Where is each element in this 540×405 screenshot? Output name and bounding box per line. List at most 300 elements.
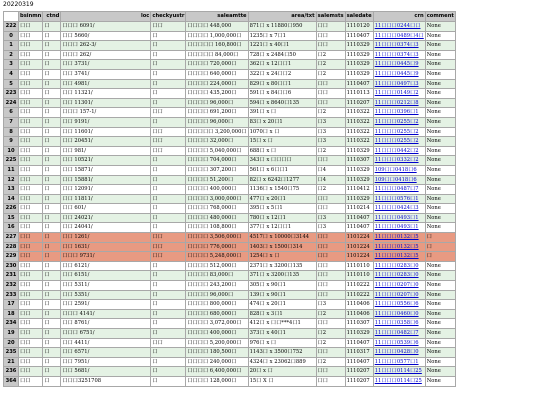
cell-salemsts: 口4: [316, 165, 345, 175]
cell-area: 688口 x 口: [248, 146, 316, 156]
cell-bsinmn: 口口: [19, 22, 43, 32]
cell-ctnd: 口: [43, 309, 61, 319]
cell-area: 362口 x 12口口1: [248, 60, 316, 70]
cell-crn[interactable]: 11口口口0442口2: [373, 146, 425, 156]
cell-ctnd: 口: [43, 252, 61, 262]
cell-loc: 口口 24041/: [61, 223, 151, 233]
cell-checkyustr: 口: [151, 329, 186, 339]
cell-crn[interactable]: 109口口0418口6: [373, 175, 425, 185]
cell-checkyustr: 口: [151, 41, 186, 51]
table-row[interactable]: [4, 137, 456, 147]
row-index: 223: [4, 89, 19, 99]
table-row[interactable]: [4, 281, 456, 291]
cell-saledate: 1110329: [345, 69, 373, 79]
cell-bsinmn: 口口: [19, 319, 43, 329]
cell-ctnd: 口: [43, 319, 61, 329]
cell-saleamtte: 口口口口 768,000口: [186, 204, 248, 214]
table-row[interactable]: [4, 79, 456, 89]
cell-bsinmn: 口口: [19, 290, 43, 300]
cell-ctnd: 口: [43, 329, 61, 339]
cell-area: 1254口 x 口: [248, 252, 316, 262]
cell-crn[interactable]: 11口口口0489口4口: [373, 31, 425, 41]
cell-salemsts: 口口: [316, 89, 345, 99]
row-index: 225: [4, 156, 19, 166]
cell-ctnd: 口: [43, 185, 61, 195]
cell-ctnd: 口: [43, 60, 61, 70]
row-index: 2: [4, 50, 19, 60]
table-row[interactable]: [4, 60, 456, 70]
cell-saleamtte: 口口口口 240,000口: [186, 357, 248, 367]
row-index: 12: [4, 175, 19, 185]
cell-comment: None: [425, 213, 455, 223]
cell-area: 871口 x 11880口950: [248, 22, 316, 32]
row-index: 8: [4, 127, 19, 137]
cell-saledate: 1110407: [345, 338, 373, 348]
cell-bsinmn: 口口: [19, 338, 43, 348]
cell-bsinmn: 口口: [19, 233, 43, 243]
cell-bsinmn: 口口: [19, 89, 43, 99]
table-row[interactable]: [4, 108, 456, 118]
cell-salemsts: 口口: [316, 79, 345, 89]
cell-bsinmn: 口口: [19, 69, 43, 79]
cell-crn[interactable]: 11口口口0556口6: [373, 300, 425, 310]
cell-bsinmn: 口口: [19, 309, 43, 319]
table-caption: 20220319: [3, 1, 34, 8]
cell-saleamtte: 口口口口口 3,200,000口: [186, 127, 248, 137]
cell-comment: None: [425, 281, 455, 291]
cell-salemsts: 口3: [316, 300, 345, 310]
table-row[interactable]: [4, 156, 456, 166]
cell-checkyustr: 口: [151, 300, 186, 310]
col-header-saleamtte[interactable]: saleamtte: [186, 12, 248, 22]
cell-crn[interactable]: 11口口口0114口25: [373, 367, 425, 377]
cell-saledate: 1110407: [345, 79, 373, 89]
cell-comment: None: [425, 22, 455, 32]
table-row[interactable]: [4, 309, 456, 319]
cell-crn[interactable]: 11口口口0493口1: [373, 213, 425, 223]
cell-loc: 口口 2591/: [61, 300, 151, 310]
cell-loc: 口口 1261/: [61, 233, 151, 243]
cell-area: 343口 x 口口口口: [248, 156, 316, 166]
col-header-comment[interactable]: comment: [425, 12, 455, 22]
cell-saledate: 1110407: [345, 31, 373, 41]
cell-loc: 口口 6151/: [61, 271, 151, 281]
cell-crn[interactable]: 11口口口0114口25: [373, 376, 425, 386]
cell-bsinmn: 口口: [19, 185, 43, 195]
cell-comment: None: [425, 319, 455, 329]
cell-crn[interactable]: 11口口口0283口0: [373, 271, 425, 281]
cell-comment: None: [425, 329, 455, 339]
cell-crn[interactable]: 11口口口0255口2: [373, 117, 425, 127]
cell-loc: 口口口 9731/: [61, 252, 151, 262]
cell-salemsts: 口2: [316, 309, 345, 319]
table-row[interactable]: [4, 117, 456, 127]
cell-loc: 口口口 262-3/: [61, 41, 151, 51]
cell-comment: None: [425, 261, 455, 271]
cell-bsinmn: 口口: [19, 252, 43, 262]
col-header-salemsts[interactable]: salemsts: [316, 12, 345, 22]
cell-checkyustr: 口: [151, 60, 186, 70]
cell-area: 15口 X 口: [248, 376, 316, 386]
row-index: 233: [4, 290, 19, 300]
cell-area: 976口 x 口: [248, 338, 316, 348]
row-index: 232: [4, 281, 19, 291]
cell-area: 829口 x 80口口1: [248, 79, 316, 89]
cell-saledate: 1110329: [345, 146, 373, 156]
cell-comment: 口: [425, 233, 455, 243]
table-row[interactable]: [4, 300, 456, 310]
cell-saleamtte: 口口口口 1,000,000口: [186, 31, 248, 41]
cell-crn[interactable]: 11口口口0424口3: [373, 204, 425, 214]
table-row[interactable]: [4, 252, 456, 262]
table-row[interactable]: [4, 357, 456, 367]
cell-checkyustr: 口: [151, 79, 186, 89]
cell-checkyustr: 口口: [151, 22, 186, 32]
row-index: 14: [4, 194, 19, 204]
col-header-crn[interactable]: crn: [373, 12, 425, 22]
table-row[interactable]: [4, 127, 456, 137]
cell-comment: None: [425, 348, 455, 358]
cell-crn[interactable]: 11口口口0358口6: [373, 319, 425, 329]
table-row[interactable]: [4, 338, 456, 348]
cell-salemsts: 口口: [316, 290, 345, 300]
cell-comment: None: [425, 271, 455, 281]
cell-loc: 口口 3741/: [61, 69, 151, 79]
cell-salemsts: 口口: [316, 31, 345, 41]
cell-salemsts: 口口: [316, 252, 345, 262]
cell-saleamtte: 口口口口 307,200口: [186, 165, 248, 175]
cell-area: 373口 x 40口1: [248, 329, 316, 339]
cell-comment: None: [425, 165, 455, 175]
cell-saleamtte: 口口口口 108,800口: [186, 223, 248, 233]
header-row: [4, 12, 456, 22]
cell-area: 780口 x 12口1: [248, 213, 316, 223]
cell-checkyustr: 口: [151, 376, 186, 386]
cell-crn[interactable]: 11口口口0497口3: [373, 79, 425, 89]
cell-bsinmn: 口口: [19, 31, 43, 41]
cell-checkyustr: 口: [151, 204, 186, 214]
cell-ctnd: 口: [43, 165, 61, 175]
cell-ctnd: 口: [43, 175, 61, 185]
cell-ctnd: 口: [43, 127, 61, 137]
cell-checkyustr: 口: [151, 50, 186, 60]
table-row[interactable]: [4, 194, 456, 204]
cell-area: 1070口 x 口: [248, 127, 316, 137]
cell-saleamtte: 口口口口 512,000口: [186, 261, 248, 271]
row-index: 231: [4, 271, 19, 281]
cell-saledate: 1110222: [345, 290, 373, 300]
cell-bsinmn: 口口: [19, 204, 43, 214]
cell-checkyustr: 口: [151, 98, 186, 108]
cell-crn[interactable]: 11口口口0255口2: [373, 127, 425, 137]
cell-area: 371口 x 3200口135: [248, 271, 316, 281]
table-row[interactable]: [4, 213, 456, 223]
cell-loc: 口口 4981/: [61, 79, 151, 89]
cell-crn[interactable]: 11口口口0482口7: [373, 329, 425, 339]
cell-crn[interactable]: 11口口口0244口口: [373, 22, 425, 32]
cell-bsinmn: 口口: [19, 175, 43, 185]
cell-checkyustr: 口: [151, 357, 186, 367]
row-index: 19: [4, 329, 19, 339]
cell-salemsts: 口3: [316, 117, 345, 127]
cell-bsinmn: 口口: [19, 50, 43, 60]
cell-ctnd: 口: [43, 98, 61, 108]
cell-crn[interactable]: 11口口口0460口0: [373, 309, 425, 319]
col-header-area[interactable]: area/txt: [248, 12, 316, 22]
cell-loc: 口口口 6751/: [61, 329, 151, 339]
cell-comment: None: [425, 338, 455, 348]
cell-loc: 口口 981/: [61, 146, 151, 156]
cell-ctnd: 口: [43, 89, 61, 99]
cell-saledate: 1110322: [345, 127, 373, 137]
cell-bsinmn: 口口: [19, 213, 43, 223]
cell-crn[interactable]: 11口口口0493口1: [373, 223, 425, 233]
cell-saleamtte: 口口口口 243,200口: [186, 281, 248, 291]
row-index: 4: [4, 69, 19, 79]
cell-saleamtte: 口口口口口 160,800口: [186, 41, 248, 51]
cell-area: 4324口 x 23062口889: [248, 357, 316, 367]
table-row[interactable]: [4, 89, 456, 99]
table-row[interactable]: [4, 319, 456, 329]
cell-loc: 口口口 6091/: [61, 22, 151, 32]
row-index: 234: [4, 319, 19, 329]
cell-crn[interactable]: 11口口口0577口1: [373, 357, 425, 367]
row-index: 9: [4, 137, 19, 147]
cell-saledate: 1110407: [345, 213, 373, 223]
cell-bsinmn: 口口: [19, 357, 43, 367]
col-header-ctnd[interactable]: ctnd: [43, 12, 61, 22]
cell-saledate: 1110412: [345, 185, 373, 195]
row-index: 236: [4, 367, 19, 377]
table-row[interactable]: [4, 146, 456, 156]
cell-ctnd: 口: [43, 261, 61, 271]
cell-area: 82口 x 6242口1277: [248, 175, 316, 185]
row-index: 11: [4, 165, 19, 175]
cell-saleamtte: 口口口口 96,000口: [186, 98, 248, 108]
cell-crn[interactable]: 11口口口0428口0: [373, 348, 425, 358]
table-row[interactable]: [4, 329, 456, 339]
cell-salemsts: 口3: [316, 137, 345, 147]
cell-ctnd: 口: [43, 300, 61, 310]
table-row[interactable]: [4, 348, 456, 358]
table-row[interactable]: [4, 185, 456, 195]
table-row[interactable]: [4, 22, 456, 32]
col-header-saledate[interactable]: saledate: [345, 12, 373, 22]
cell-ctnd: 口: [43, 117, 61, 127]
table-row[interactable]: [4, 98, 456, 108]
cell-loc: 口口 9191/: [61, 117, 151, 127]
cell-crn[interactable]: 11口口口0132口5: [373, 242, 425, 252]
cell-ctnd: 口: [43, 242, 61, 252]
cell-salemsts: 口口: [316, 281, 345, 291]
cell-saleamtte: 口口口口 704,000口: [186, 156, 248, 166]
cell-loc: 口口 601/: [61, 204, 151, 214]
cell-loc: 口口 6571/: [61, 348, 151, 358]
cell-comment: None: [425, 223, 455, 233]
cell-loc: 口口 6121/: [61, 261, 151, 271]
cell-saledate: 1110207: [345, 367, 373, 377]
cell-saleamtte: 口口口口 96,000口: [186, 290, 248, 300]
cell-saledate: 1110406: [345, 309, 373, 319]
cell-checkyustr: 口: [151, 117, 186, 127]
cell-bsinmn: 口口: [19, 137, 43, 147]
cell-saleamtte: 口口口口 480,000口: [186, 213, 248, 223]
cell-area: 412口 x 口口***4口1: [248, 319, 316, 329]
cell-comment: None: [425, 175, 455, 185]
index-header: [4, 12, 19, 22]
cell-crn[interactable]: 11口口口0445口9: [373, 60, 425, 70]
cell-loc: 口口口 157-1/: [61, 108, 151, 118]
row-index: 6: [4, 108, 19, 118]
cell-area: 4517口 x 10000口3144: [248, 233, 316, 243]
cell-crn[interactable]: 109口口0418口6: [373, 165, 425, 175]
cell-comment: None: [425, 185, 455, 195]
cell-loc: 口口 11601/: [61, 127, 151, 137]
cell-comment: None: [425, 89, 455, 99]
cell-salemsts: 口2: [316, 185, 345, 195]
cell-salemsts: 口2: [316, 60, 345, 70]
cell-loc: 口口 11301/: [61, 98, 151, 108]
row-index: 15: [4, 213, 19, 223]
table-row[interactable]: [4, 367, 456, 377]
cell-bsinmn: 口口: [19, 242, 43, 252]
cell-ctnd: 口: [43, 367, 61, 377]
cell-saleamtte: 口口口口 400,000口: [186, 329, 248, 339]
cell-salemsts: 口口: [316, 348, 345, 358]
cell-comment: None: [425, 117, 455, 127]
cell-salemsts: 口口: [316, 319, 345, 329]
cell-crn[interactable]: 11口口口0332口2: [373, 156, 425, 166]
cell-salemsts: 口2: [316, 357, 345, 367]
table-body: [4, 22, 456, 387]
cell-salemsts: 口口: [316, 376, 345, 386]
cell-saledate: 1110120: [345, 22, 373, 32]
table-row[interactable]: [4, 376, 456, 386]
cell-salemsts: 口口: [316, 41, 345, 51]
cell-saleamtte: 口口口口 3,506,000口: [186, 233, 248, 243]
cell-crn[interactable]: 11口口口0396口1: [373, 108, 425, 118]
cell-crn[interactable]: 11口口口0576口1: [373, 194, 425, 204]
table-row[interactable]: [4, 175, 456, 185]
cell-area: 1403口 x 1500口314: [248, 242, 316, 252]
cell-loc: 口口 11321/: [61, 89, 151, 99]
cell-ctnd: 口: [43, 156, 61, 166]
cell-bsinmn: 口口: [19, 108, 43, 118]
col-header-bsinmn[interactable]: bsinmn: [19, 12, 43, 22]
cell-comment: None: [425, 367, 455, 377]
cell-saledate: 1110322: [345, 108, 373, 118]
cell-ctnd: 口: [43, 41, 61, 51]
cell-saleamtte: 口口口口 224,000口: [186, 79, 248, 89]
cell-loc: 口口 4411/: [61, 338, 151, 348]
cell-ctnd: 口: [43, 271, 61, 281]
cell-comment: None: [425, 376, 455, 386]
cell-salemsts: 口口: [316, 98, 345, 108]
table-row[interactable]: [4, 41, 456, 51]
cell-loc: 口口 7951/: [61, 357, 151, 367]
cell-saledate: 1110406: [345, 300, 373, 310]
cell-area: 474口 x 20口1: [248, 300, 316, 310]
cell-comment: 口: [425, 242, 455, 252]
table-row[interactable]: [4, 271, 456, 281]
cell-loc: 口口 5351/: [61, 290, 151, 300]
table-row[interactable]: [4, 204, 456, 214]
cell-checkyustr: 口口: [151, 108, 186, 118]
cell-salemsts: 口3: [316, 223, 345, 233]
cell-comment: None: [425, 194, 455, 204]
cell-crn[interactable]: 11口口口0132口5: [373, 252, 425, 262]
col-header-checkyustr[interactable]: checkyustr: [151, 12, 186, 22]
cell-comment: None: [425, 50, 455, 60]
cell-saledate: 1110407: [345, 357, 373, 367]
cell-checkyustr: 口: [151, 69, 186, 79]
cell-area: 591口 x 84口口6: [248, 89, 316, 99]
cell-comment: None: [425, 137, 455, 147]
cell-salemsts: 口口: [316, 367, 345, 377]
table-row[interactable]: [4, 233, 456, 243]
cell-crn[interactable]: 11口口口0207口0: [373, 281, 425, 291]
table-row[interactable]: [4, 50, 456, 60]
col-header-loc[interactable]: loc: [61, 12, 151, 22]
cell-crn[interactable]: 11口口口0255口2: [373, 137, 425, 147]
cell-checkyustr: 口: [151, 271, 186, 281]
cell-salemsts: 口2: [316, 338, 345, 348]
cell-crn[interactable]: 11口口口0132口5: [373, 233, 425, 243]
cell-loc: 口口 5660/: [61, 31, 151, 41]
cell-salemsts: 口4: [316, 175, 345, 185]
cell-saledate: 1110329: [345, 41, 373, 51]
cell-ctnd: 口: [43, 233, 61, 243]
row-index: 20: [4, 338, 19, 348]
cell-area: 1143口 x 3500口752: [248, 348, 316, 358]
row-index: 10: [4, 146, 19, 156]
cell-checkyustr: 口口: [151, 233, 186, 243]
cell-ctnd: 口: [43, 281, 61, 291]
cell-ctnd: 口: [43, 108, 61, 118]
table-row[interactable]: [4, 242, 456, 252]
cell-checkyustr: 口口: [151, 127, 186, 137]
cell-crn[interactable]: 11口口口0374口3: [373, 41, 425, 51]
cell-bsinmn: 口口: [19, 194, 43, 204]
cell-crn[interactable]: 11口口口0487口7: [373, 185, 425, 195]
cell-crn[interactable]: 11口口口0539口6: [373, 338, 425, 348]
cell-loc: 口口 5311/: [61, 281, 151, 291]
cell-saleamtte: 口口口口 32,000口: [186, 137, 248, 147]
cell-crn[interactable]: 11口口口0283口0: [373, 261, 425, 271]
cell-checkyustr: 口: [151, 290, 186, 300]
table-row[interactable]: [4, 290, 456, 300]
cell-area: 1221口 x 40口1: [248, 41, 316, 51]
cell-crn[interactable]: 11口口口0207口0: [373, 290, 425, 300]
cell-crn[interactable]: 11口口口0149口2: [373, 89, 425, 99]
table-row[interactable]: [4, 223, 456, 233]
cell-checkyustr: 口: [151, 281, 186, 291]
cell-salemsts: 口口: [316, 233, 345, 243]
data-table: [3, 11, 456, 387]
cell-area: 322口 x 24口口2: [248, 69, 316, 79]
cell-checkyustr: 口: [151, 213, 186, 223]
cell-crn[interactable]: 11口口口0212口8: [373, 98, 425, 108]
cell-crn[interactable]: 11口口口0445口9: [373, 69, 425, 79]
table-row[interactable]: [4, 69, 456, 79]
table-row[interactable]: [4, 31, 456, 41]
cell-saledate: 1101224: [345, 233, 373, 243]
cell-saledate: 1110307: [345, 319, 373, 329]
cell-bsinmn: 口口: [19, 79, 43, 89]
table-row[interactable]: [4, 261, 456, 271]
table-row[interactable]: [4, 165, 456, 175]
cell-crn[interactable]: 11口口口0374口3: [373, 50, 425, 60]
